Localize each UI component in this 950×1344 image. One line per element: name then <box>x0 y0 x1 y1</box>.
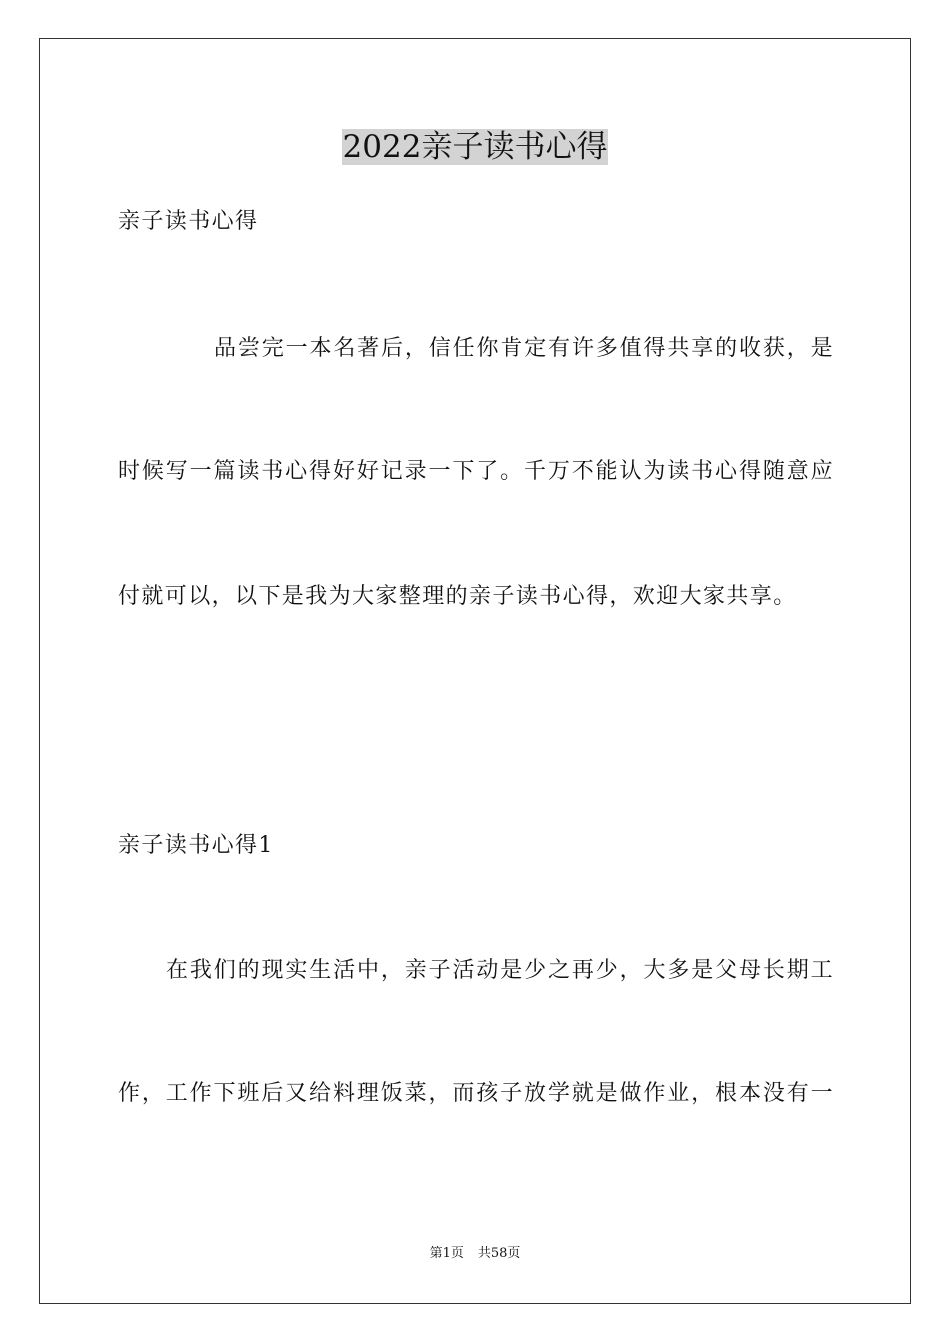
intro-paragraph-line-3: 付就可以，以下是我为大家整理的亲子读书心得，欢迎大家共享。 <box>118 584 797 609</box>
section-heading: 亲子读书心得1 <box>118 833 274 858</box>
page-number-current: 第1页 <box>429 1246 464 1261</box>
document-title-text: 2022亲子读书心得 <box>342 129 608 165</box>
intro-paragraph-line-1: 品尝完一本名著后，信任你肯定有许多值得共享的收获，是 <box>214 336 834 361</box>
page-number-total: 共58页 <box>477 1246 521 1261</box>
document-title <box>0 127 950 167</box>
section-paragraph-line-2: 作，工作下班后又给料理饭菜，而孩子放学就是做作业，根本没有一 <box>118 1081 834 1106</box>
section-paragraph-line-1: 在我们的现实生活中，亲子活动是少之再少，大多是父母长期工 <box>166 958 834 983</box>
intro-paragraph-line-2: 时候写一篇读书心得好好记录一下了。千万不能认为读书心得随意应 <box>118 459 834 484</box>
subtitle: 亲子读书心得 <box>118 209 259 234</box>
page-footer <box>0 1245 950 1263</box>
